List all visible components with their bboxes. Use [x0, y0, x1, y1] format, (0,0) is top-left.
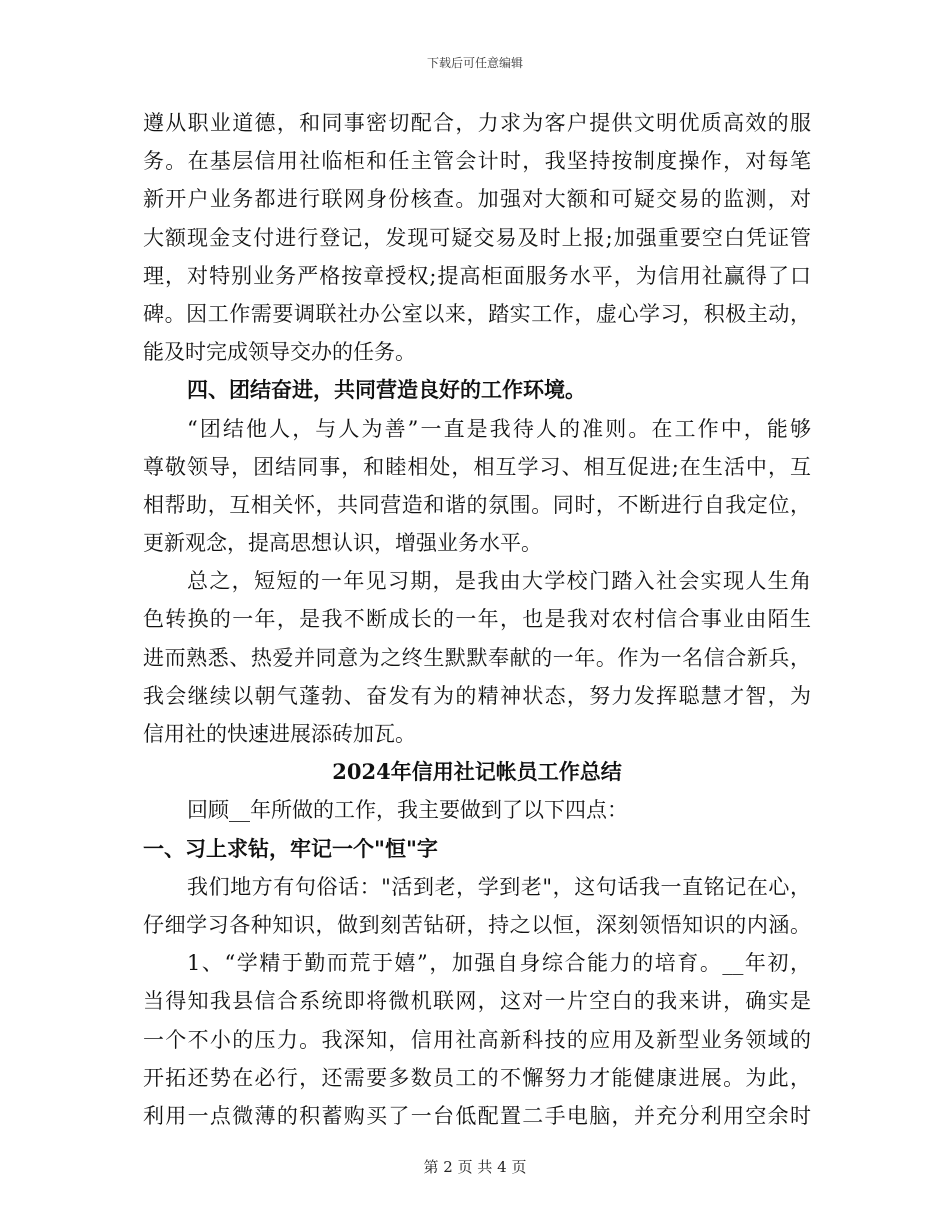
body-line: 能及时完成领导交办的任务。: [143, 340, 416, 365]
document-body: [143, 104, 811, 1135]
body-line: 相帮助，互相关怀，共同营造和谐的氛围。同时，不断进行自我定位，: [143, 492, 811, 517]
body-line: 我们地方有句俗话："活到老，学到老"，这句话我一直铭记在心，: [187, 874, 811, 899]
body-line: 新开户业务都进行联网身份核查。加强对大额和可疑交易的监测，对: [143, 187, 811, 212]
page-number-footer: 第 2 页 共 4 页: [423, 1158, 527, 1176]
section-heading: 四、团结奋进，共同营造良好的工作环境。: [187, 377, 586, 403]
body-line: 尊敬领导，团结同事，和睦相处，相互学习、相互促进;在生活中，互: [143, 454, 811, 479]
body-line: 务。在基层信用社临柜和任主管会计时，我坚持按制度操作，对每笔: [143, 149, 811, 174]
body-line: 进而熟悉、热爱并同意为之终生默默奉献的一年。作为一名信合新兵，: [143, 645, 811, 670]
section-heading: 一、习上求钻，牢记一个"恒"字: [143, 835, 438, 861]
body-line: 色转换的一年，是我不断成长的一年，也是我对农村信合事业由陌生: [143, 607, 811, 632]
body-line: “团结他人，与人为善”一直是我待人的准则。在工作中，能够: [187, 416, 811, 441]
body-line: 1、“学精于勤而荒于嬉”，加强自身综合能力的培育。__年初，: [187, 951, 811, 976]
body-line: 信用社的快速进展添砖加瓦。: [143, 722, 416, 746]
body-line: 理，对特别业务严格按章授权;提高柜面服务水平，为信用社赢得了口: [143, 263, 811, 288]
body-line: 更新观念，提高思想认识，增强业务水平。: [143, 531, 542, 556]
body-line: 回顾__年所做的工作，我主要做到了以下四点：: [187, 798, 628, 823]
body-line: 当得知我县信合系统即将微机联网，这对一片空白的我来讲，确实是: [143, 989, 811, 1014]
body-line: 利用一点微薄的积蓄购买了一台低配置二手电脑，并充分利用空余时: [143, 1103, 811, 1128]
document-title: 2024年信用社记帐员工作总结: [332, 759, 622, 785]
body-line: 一个不小的压力。我深知，信用社高新科技的应用及新型业务领域的: [143, 1027, 811, 1052]
body-line: 我会继续以朝气蓬勃、奋发有为的精神状态，努力发挥聪慧才智，为: [143, 683, 811, 708]
body-line: 开拓还势在必行，还需要多数员工的不懈努力才能健康进展。为此，: [143, 1065, 811, 1090]
header-note: 下载后可任意编辑: [426, 56, 523, 70]
body-line: 大额现金支付进行登记，发现可疑交易及时上报;加强重要空白凭证管: [143, 225, 811, 250]
body-line: 总之，短短的一年见习期，是我由大学校门踏入社会实现人生角: [187, 569, 811, 594]
body-line: 碑。因工作需要调联社办公室以来，踏实工作，虚心学习，积极主动，: [143, 301, 811, 326]
body-line: 遵从职业道德，和同事密切配合，力求为客户提供文明优质高效的服: [143, 111, 811, 135]
body-line: 仔细学习各种知识，做到刻苦钻研，持之以恒，深刻领悟知识的内涵。: [143, 912, 811, 937]
